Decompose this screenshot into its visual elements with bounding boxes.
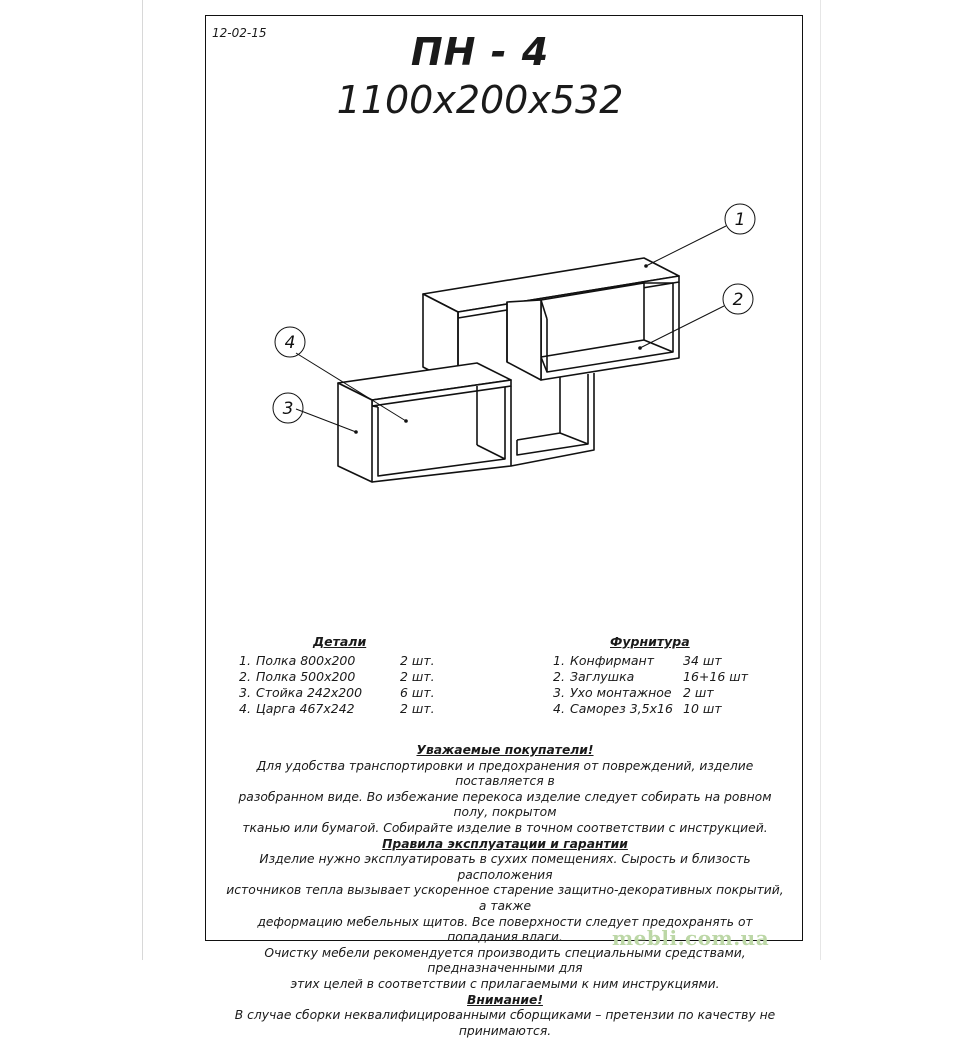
rules-header: Правила эксплуатации и гарантии <box>382 836 628 851</box>
upper-middle-divider <box>507 300 541 380</box>
callout-2: 2 <box>732 290 744 310</box>
notice-header: Уважаемые покупатели! <box>416 743 594 757</box>
hardware-header: Фурнитура <box>610 634 690 649</box>
warning-header: Внимание! <box>467 992 543 1007</box>
callout-4: 4 <box>284 333 296 353</box>
warning-line: В случае сборки неквалифицированными сборщиками – претензии по качеству не принимаются. <box>234 1008 776 1038</box>
rules-line: деформацию мебельных щитов. Все поверхности следует предохранять от попадания влаги. <box>257 914 753 945</box>
document-code: 12-02-15 <box>212 26 267 40</box>
rules-line: Очистку мебели рекомендуется производить специальными средствами, предназначенными для <box>264 945 746 976</box>
callout-1: 1 <box>734 210 746 230</box>
rules-line: этих целей в соответствии с прилагаемыми к ним инструкциями. <box>290 976 720 991</box>
rules-line: Изделие нужно эксплуатировать в сухих помещениях. Сырость и близость расположения <box>259 852 751 882</box>
notice-line: разобранном виде. Во избежание перекоса изделие следует собирать на ровном полу, покрытом <box>238 789 772 820</box>
notice-line: тканью или бумагой. Собирайте изделие в точном соответствии с инструкцией. <box>242 820 768 835</box>
notice-line: Для удобства транспортировки и предохранения от повреждений, изделие поставляется в <box>256 758 754 789</box>
callout-3: 3 <box>282 399 294 419</box>
details-header: Детали <box>313 634 367 649</box>
product-dimensions: 1100x200x532 <box>336 78 624 122</box>
watermark: mebli.com.ua <box>612 926 770 950</box>
rules-line: источников тепла вызывает ускоренное старение защитно-декоративных покрытий, а также <box>226 883 784 913</box>
notice-section <box>222 743 788 1039</box>
product-title: ПН - 4 <box>410 30 550 74</box>
